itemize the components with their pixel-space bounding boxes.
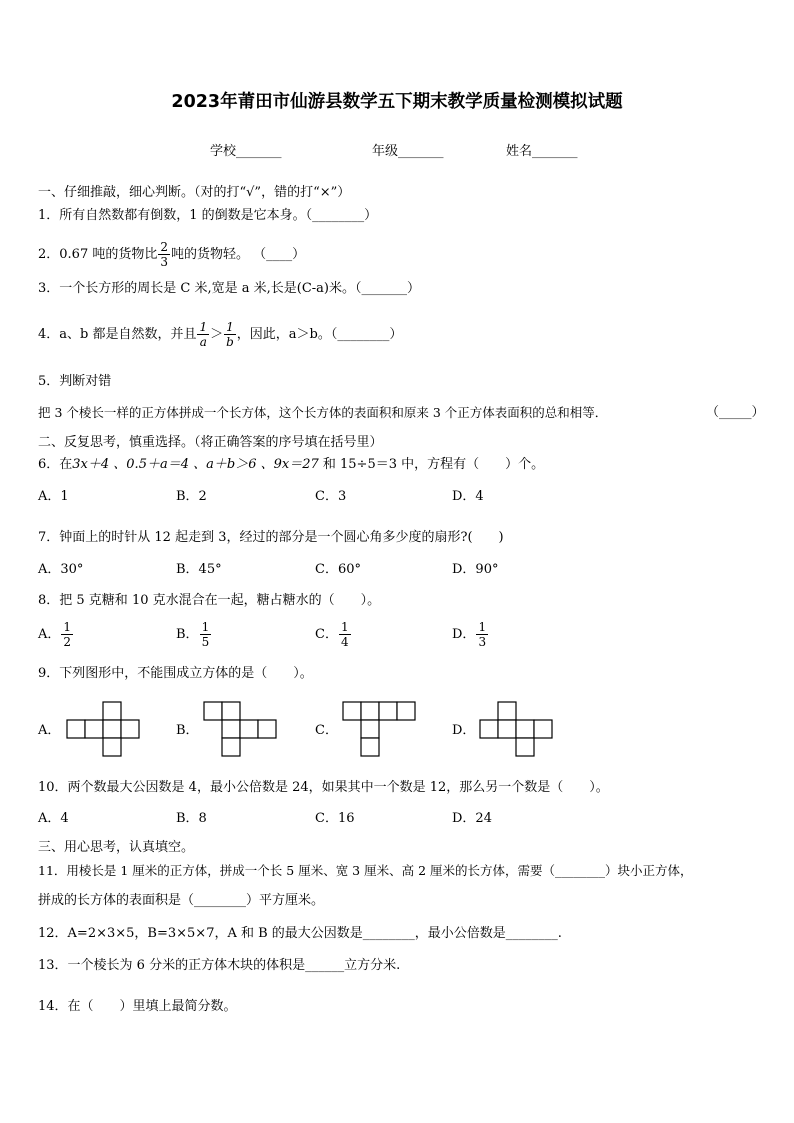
q8-option-a-label: A． — [38, 627, 61, 642]
q8-option-a[interactable] — [38, 620, 74, 649]
q6-mid: 和 — [318, 457, 341, 472]
q9-net-a — [66, 701, 142, 759]
q8-option-b-label: B． — [176, 627, 199, 642]
q6-expression-2: 15÷5＝3 — [340, 457, 397, 472]
q8-option-d-label: D． — [452, 627, 476, 642]
q8-option-b-denominator: 5 — [201, 635, 210, 649]
q6-expressions: 3x＋4 、0.5＋a＝4 、a＋b＞6 、9x＝27 — [72, 457, 319, 472]
q6-option-a[interactable]: A．1 — [38, 489, 69, 504]
question-12: 12．A=2×3×5，B=3×5×7，A 和 B 的最大公因数是________，最小公倍数是________. — [38, 926, 562, 941]
question-5-label: 5．判断对错 — [38, 374, 112, 389]
section-2-heading: 二、反复思考，慎重选择。（将正确答案的序号填在括号里） — [38, 435, 383, 450]
q9-net-d — [479, 701, 555, 759]
q2-fraction — [158, 240, 170, 269]
question-3: 3．一个长方形的周长是 C 米,宽是 a 米,长是(C-a)米。（_______） — [38, 281, 420, 296]
q8-option-c[interactable] — [315, 620, 352, 649]
q8-option-c-fraction — [339, 620, 351, 649]
q4-denominator-1: a — [199, 335, 207, 349]
q2-denominator: 3 — [160, 255, 168, 269]
q10-option-d[interactable]: D．24 — [452, 811, 492, 826]
q8-option-d-fraction — [476, 620, 488, 649]
q4-gt: ＞ — [210, 327, 224, 342]
q6-post: 中，方程有（ ）个。 — [397, 457, 545, 472]
q9-option-b[interactable]: B． — [176, 723, 199, 738]
school-field[interactable]: 学校_______ — [210, 144, 282, 159]
question-5-body: 把 3 个棱长一样的正方体拼成一个长方体，这个长方体的表面积和原来 3 个正方体表面积的总和相等． — [38, 405, 608, 420]
question-9: 9．下列图形中，不能围成立方体的是（ ）。 — [38, 666, 313, 681]
q7-option-b[interactable]: B．45° — [176, 562, 222, 577]
q9-net-c — [342, 701, 418, 759]
page-title: 2023年莆田市仙游县数学五下期末教学质量检测模拟试题 — [171, 92, 623, 112]
question-6 — [38, 457, 544, 473]
q8-option-a-fraction — [61, 620, 73, 649]
q8-option-b[interactable] — [176, 620, 212, 649]
q6-option-d[interactable]: D．4 — [452, 489, 484, 504]
q6-pre: 6．在 — [38, 457, 73, 472]
question-7: 7．钟面上的时针从 12 起走到 3，经过的部分是一个圆心角多少度的扇形?( ) — [38, 530, 504, 545]
question-2 — [38, 240, 305, 269]
q9-net-b — [203, 701, 279, 759]
question-11-line-1: 11．用棱长是 1 厘米的正方体，拼成一个长 5 厘米、宽 3 厘米、高 2 厘米的长方体，需要（________）块小正方体， — [38, 863, 693, 878]
question-1: 1．所有自然数都有倒数，1 的倒数是它本身。（________） — [38, 208, 378, 223]
q8-option-d-denominator: 3 — [478, 635, 487, 649]
q4-numerator-1: 1 — [199, 320, 208, 334]
grade-field[interactable]: 年级_______ — [372, 144, 444, 159]
question-10: 10．两个数最大公因数是 4，最小公倍数是 24，如果其中一个数是 12，那么另一个数是（ ）。 — [38, 780, 609, 795]
section-1-heading: 一、仔细推敲，细心判断。（对的打“√”，错的打“×”） — [38, 185, 351, 200]
question-14: 14．在（ ）里填上最简分数。 — [38, 999, 237, 1014]
q8-option-b-fraction — [200, 620, 212, 649]
question-13: 13．一个棱长为 6 分米的正方体木块的体积是______立方分米. — [38, 958, 401, 973]
question-8: 8．把 5 克糖和 10 克水混合在一起，糖占糖水的（ ）。 — [38, 593, 381, 608]
q2-post: 吨的货物轻。 （____） — [171, 247, 306, 262]
q8-option-d-numerator: 1 — [478, 620, 487, 634]
q9-option-a[interactable]: A． — [38, 723, 61, 738]
q4-numerator-2: 1 — [226, 320, 234, 334]
q8-option-b-numerator: 1 — [201, 620, 210, 634]
name-field[interactable]: 姓名_______ — [506, 144, 578, 159]
q4-fraction-1 — [197, 320, 209, 349]
q10-option-b[interactable]: B．8 — [176, 811, 207, 826]
q4-post: ，因此，a＞b。（________） — [236, 327, 403, 342]
q8-option-a-denominator: 2 — [63, 635, 72, 649]
q9-option-d[interactable]: D． — [452, 723, 476, 738]
q6-option-b[interactable]: B．2 — [176, 489, 207, 504]
q8-option-c-label: C． — [315, 627, 338, 642]
q8-option-d[interactable] — [452, 620, 489, 649]
q7-option-d[interactable]: D．90° — [452, 562, 499, 577]
q10-option-c[interactable]: C．16 — [315, 811, 355, 826]
question-11-line-2: 拼成的长方体的表面积是（________）平方厘米。 — [38, 893, 325, 908]
q10-option-a[interactable]: A．4 — [38, 811, 69, 826]
q4-fraction-2 — [224, 320, 236, 349]
q6-option-c[interactable]: C．3 — [315, 489, 347, 504]
question-5-blank[interactable]: （_____） — [706, 405, 765, 420]
q7-option-c[interactable]: C．60° — [315, 562, 361, 577]
q8-option-c-numerator: 1 — [340, 620, 349, 634]
q2-numerator: 2 — [160, 240, 168, 254]
question-4 — [38, 320, 402, 349]
q8-option-a-numerator: 1 — [63, 620, 72, 634]
q7-option-a[interactable]: A．30° — [38, 562, 84, 577]
q4-denominator-2: b — [226, 335, 234, 349]
q8-option-c-denominator: 4 — [340, 635, 349, 649]
q4-pre: 4．a、b 都是自然数，并且 — [38, 327, 197, 342]
q9-option-c[interactable]: C． — [315, 723, 338, 738]
q2-pre: 2．0.67 吨的货物比 — [38, 247, 158, 262]
section-3-heading: 三、用心思考，认真填空。 — [38, 840, 195, 855]
